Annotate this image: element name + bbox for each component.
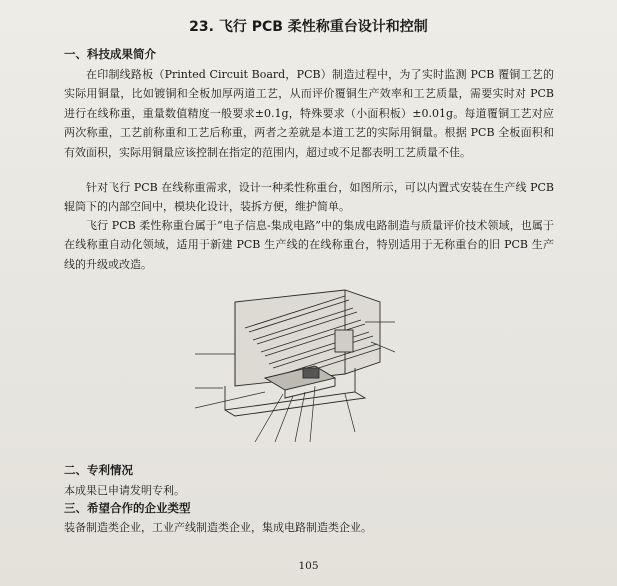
control-box (335, 330, 353, 352)
paragraph-design: 针对飞行 PCB 在线称重需求，设计一种柔性称重台，如图所示，可以内置式安装在生产线 PCB 辊筒下的内部空间中，模块化设计，装拆方便，维护简单。 (64, 181, 554, 214)
partner-types-text: 装备制造类企业，工业产线制造类企业，集成电路制造类企业。 (64, 521, 372, 534)
page-number: 105 (298, 560, 319, 572)
page-title: 23. 飞行 PCB 柔性称重台设计和控制 (189, 19, 428, 35)
paragraph-field: 飞行 PCB 柔性称重台属于“电子信息-集成电路”中的集成电路制造与质量评价技术领域，也属于在线称重自动化领域，适用于新建 PCB 生产线的在线称重台，特别适用于无称重台的旧 PCB 生产线的升级或改造。 (64, 219, 554, 271)
patent-status-text: 本成果已申请发明专利。 (64, 484, 185, 497)
load-cell (303, 368, 319, 378)
section2-heading: 二、专利情况 (64, 463, 133, 477)
section3-heading: 三、希望合作的企业类型 (64, 501, 191, 515)
paragraph-intro: 在印制线路板（Printed Circuit Board，PCB）制造过程中，为了实时监测 PCB 覆铜工艺的实际用铜量，比如镀铜和全板加厚两道工艺，从而评价覆铜生产效率和工艺质量，需要实时对 PCB 进行在线称重，重量数值精度一般要求±0.1g，特殊要求（小面积板）±0.01g。每道覆铜工艺对应两次称重，工艺前称重和工艺后称重，两者之差就是本道工艺的实际用铜量。根据 PCB 全板面积和有效面积，实际用铜量应该控制在指定的范围内，超过或不足都表明工艺质量不佳。 (64, 68, 554, 159)
weighing-table-diagram (195, 282, 395, 442)
section1-heading: 一、科技成果简介 (64, 47, 156, 61)
